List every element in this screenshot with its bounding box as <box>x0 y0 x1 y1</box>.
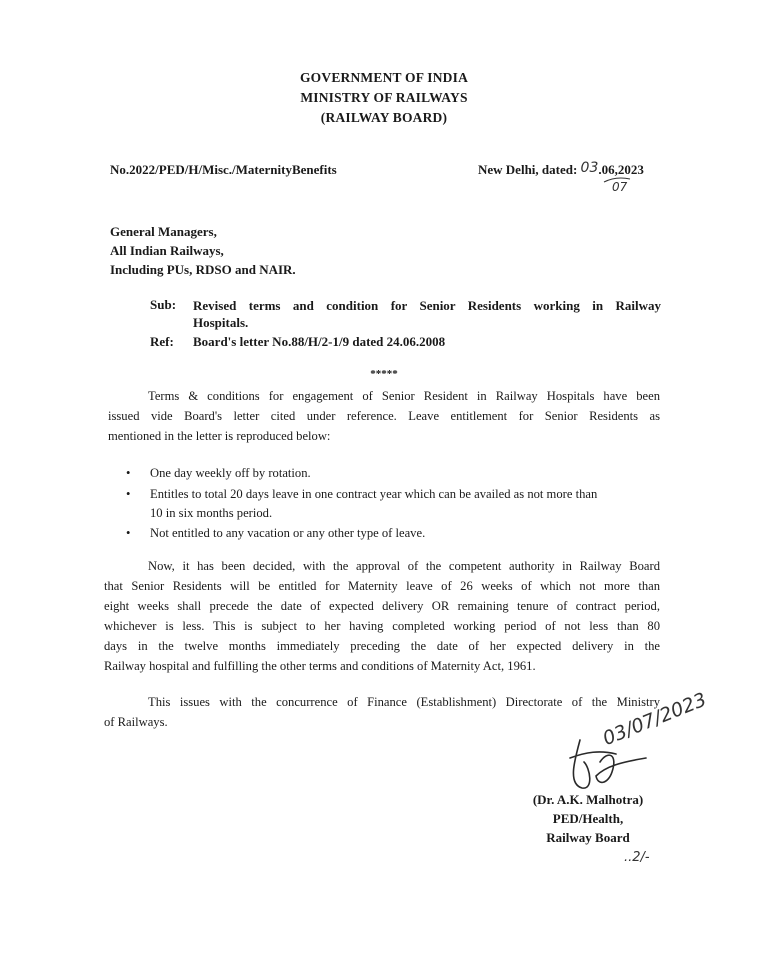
ref-label: Ref: <box>150 334 174 349</box>
paragraph-2 <box>104 556 660 676</box>
paragraph-2-line5: days in the twelve months immediately preceding the date of her expected delivery in the <box>104 639 660 653</box>
reference-number: No.2022/PED/H/Misc./MaternityBenefits <box>110 162 337 177</box>
paragraph-3 <box>104 692 660 732</box>
page-marker: ..2/- <box>624 850 650 865</box>
paragraph-1 <box>108 386 660 446</box>
ref-text: Board's letter No.88/H/2-1/9 dated 24.06.2008 <box>193 334 446 349</box>
header-board: (RAILWAY BOARD) <box>320 110 448 125</box>
signature-handwritten-date: 03/07/2023 <box>599 688 710 750</box>
subject-text-line1: Revised terms and condition for Senior Residents working in Railway <box>193 298 661 313</box>
addressee-line2: All Indian Railways, <box>110 243 224 258</box>
header-ministry: MINISTRY OF RAILWAYS <box>300 90 468 105</box>
bullet-line1: One day weekly off by rotation. <box>150 466 311 480</box>
bullet-dot-icon: • <box>126 466 131 480</box>
date-label: New Delhi, dated: <box>478 162 578 177</box>
paragraph-2-line6: Railway hospital and fulfilling the other terms and conditions of Maternity Act, 1961. <box>104 659 536 673</box>
bullet-line1: Not entitled to any vacation or any other type of leave. <box>150 526 426 540</box>
signatory-name: (Dr. A.K. Malhotra) <box>532 792 644 807</box>
paragraph-2-line3: eight weeks shall precede the date of expected delivery OR remaining tenure of contract period, <box>104 599 660 613</box>
bullet-dot-icon: • <box>126 487 131 501</box>
subject-text-line2: Hospitals. <box>193 315 249 330</box>
paragraph-2-line2: that Senior Residents will be entitled for Maternity leave of 26 weeks of which not more than <box>104 579 660 593</box>
date-correction-mark <box>602 176 632 184</box>
date-correction-handwritten: 07 <box>612 180 628 194</box>
paragraph-1-line2: issued vide Board's letter cited under reference. Leave entitlement for Senior Residents as <box>108 409 660 423</box>
separator-stars: ***** <box>370 368 398 380</box>
paragraph-1-line1: Terms & conditions for engagement of Senior Resident in Railway Hospitals have been <box>148 389 660 403</box>
paragraph-2-line4: whichever is less. This is subject to her having completed working period of not less than 80 <box>104 619 660 633</box>
date-day-handwritten: 03 <box>580 160 599 176</box>
bullet-line1: Entitles to total 20 days leave in one contract year which can be availed as not more than <box>150 487 598 501</box>
paragraph-3-line1: This issues with the concurrence of Finance (Establishment) Directorate of the Ministry <box>148 695 660 709</box>
signatory-designation: PED/Health, <box>552 811 624 826</box>
signatory-office: Railway Board <box>546 830 630 845</box>
addressee-line1: General Managers, <box>110 224 217 239</box>
bullet-dot-icon: • <box>126 526 131 540</box>
paragraph-1-line3: mentioned in the letter is reproduced below: <box>108 429 331 443</box>
addressee-line3: Including PUs, RDSO and NAIR. <box>110 262 296 277</box>
addressee-block <box>110 222 296 279</box>
date-rest: .06,2023 <box>598 162 644 177</box>
paragraph-2-line1: Now, it has been decided, with the approval of the competent authority in Railway Board <box>148 559 660 573</box>
header-government: GOVERNMENT OF INDIA <box>299 70 469 85</box>
bullet-line2: 10 in six months period. <box>150 506 273 520</box>
paragraph-3-line2: of Railways. <box>104 715 168 729</box>
subject-label: Sub: <box>150 297 177 312</box>
